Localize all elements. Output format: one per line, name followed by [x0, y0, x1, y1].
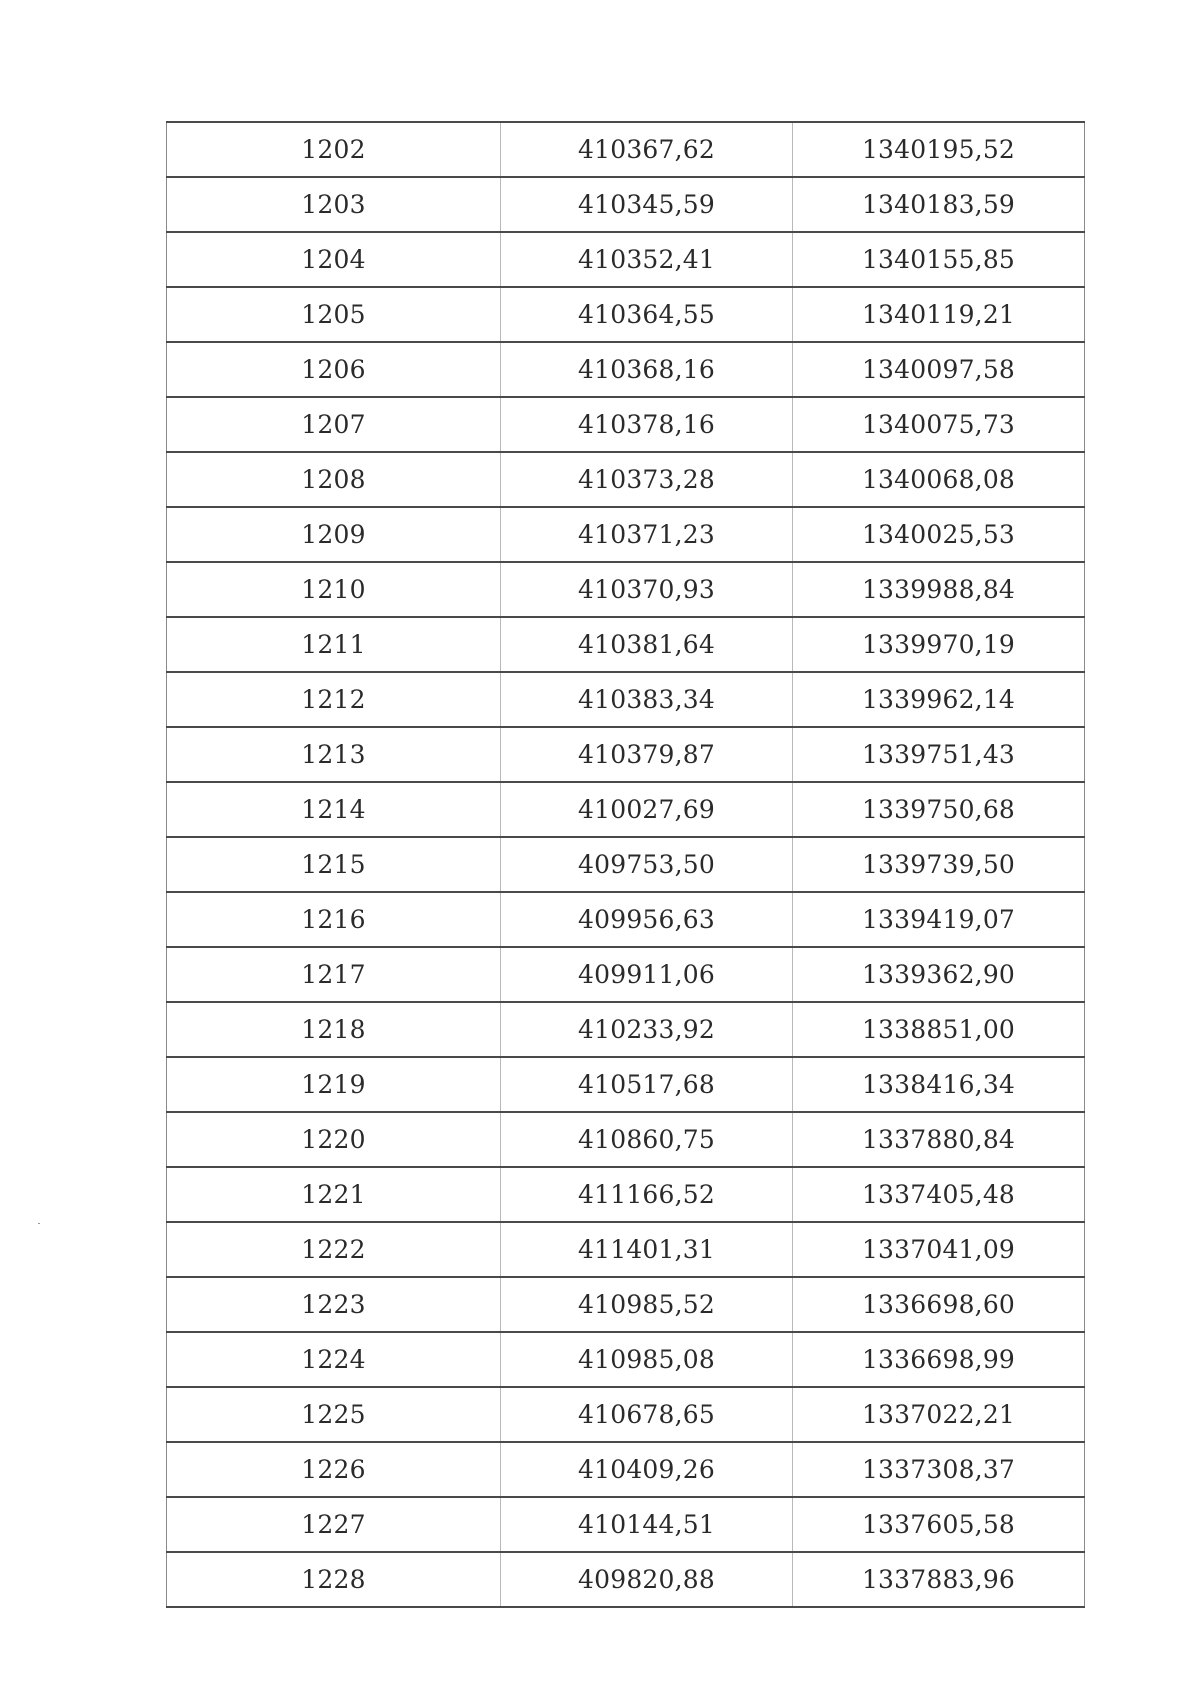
y-coordinate-cell: 1338416,34 [793, 1057, 1085, 1112]
table-row [167, 122, 1085, 177]
y-coordinate-cell: 1337041,09 [793, 1222, 1085, 1277]
table-row [167, 507, 1085, 562]
x-coordinate-cell: 410367,62 [501, 122, 793, 177]
y-coordinate-cell: 1339750,68 [793, 782, 1085, 837]
x-coordinate-cell: 410985,52 [501, 1277, 793, 1332]
table-row [167, 1497, 1085, 1552]
x-coordinate-cell: 410383,34 [501, 672, 793, 727]
x-coordinate-cell: 410027,69 [501, 782, 793, 837]
x-coordinate-cell: 409911,06 [501, 947, 793, 1002]
y-coordinate-cell: 1337405,48 [793, 1167, 1085, 1222]
point-number-cell: 1220 [167, 1112, 501, 1167]
point-number-cell: 1218 [167, 1002, 501, 1057]
point-number-cell: 1204 [167, 232, 501, 287]
point-number-cell: 1224 [167, 1332, 501, 1387]
x-coordinate-cell: 410233,92 [501, 1002, 793, 1057]
table-row [167, 1112, 1085, 1167]
point-number-cell: 1222 [167, 1222, 501, 1277]
coordinates-table-body [167, 122, 1085, 1607]
coordinates-table [166, 121, 1085, 1608]
point-number-cell: 1223 [167, 1277, 501, 1332]
point-number-cell: 1208 [167, 452, 501, 507]
y-coordinate-cell: 1339419,07 [793, 892, 1085, 947]
x-coordinate-cell: 410368,16 [501, 342, 793, 397]
y-coordinate-cell: 1340195,52 [793, 122, 1085, 177]
table-row [167, 562, 1085, 617]
y-coordinate-cell: 1340025,53 [793, 507, 1085, 562]
x-coordinate-cell: 410985,08 [501, 1332, 793, 1387]
point-number-cell: 1203 [167, 177, 501, 232]
table-row [167, 177, 1085, 232]
x-coordinate-cell: 410370,93 [501, 562, 793, 617]
point-number-cell: 1219 [167, 1057, 501, 1112]
x-coordinate-cell: 410345,59 [501, 177, 793, 232]
point-number-cell: 1206 [167, 342, 501, 397]
y-coordinate-cell: 1340097,58 [793, 342, 1085, 397]
x-coordinate-cell: 410379,87 [501, 727, 793, 782]
y-coordinate-cell: 1336698,99 [793, 1332, 1085, 1387]
x-coordinate-cell: 409820,88 [501, 1552, 793, 1607]
point-number-cell: 1228 [167, 1552, 501, 1607]
y-coordinate-cell: 1340075,73 [793, 397, 1085, 452]
x-coordinate-cell: 411401,31 [501, 1222, 793, 1277]
table-row [167, 1442, 1085, 1497]
y-coordinate-cell: 1340155,85 [793, 232, 1085, 287]
point-number-cell: 1221 [167, 1167, 501, 1222]
x-coordinate-cell: 409956,63 [501, 892, 793, 947]
point-number-cell: 1217 [167, 947, 501, 1002]
x-coordinate-cell: 410352,41 [501, 232, 793, 287]
point-number-cell: 1227 [167, 1497, 501, 1552]
y-coordinate-cell: 1337308,37 [793, 1442, 1085, 1497]
table-row [167, 947, 1085, 1002]
x-coordinate-cell: 410378,16 [501, 397, 793, 452]
table-row [167, 1332, 1085, 1387]
y-coordinate-cell: 1337022,21 [793, 1387, 1085, 1442]
table-row [167, 1277, 1085, 1332]
table-row [167, 287, 1085, 342]
table-row [167, 1002, 1085, 1057]
x-coordinate-cell: 411166,52 [501, 1167, 793, 1222]
x-coordinate-cell: 409753,50 [501, 837, 793, 892]
x-coordinate-cell: 410373,28 [501, 452, 793, 507]
y-coordinate-cell: 1339970,19 [793, 617, 1085, 672]
y-coordinate-cell: 1340183,59 [793, 177, 1085, 232]
x-coordinate-cell: 410144,51 [501, 1497, 793, 1552]
x-coordinate-cell: 410371,23 [501, 507, 793, 562]
table-row [167, 1552, 1085, 1607]
table-row [167, 727, 1085, 782]
table-row [167, 1222, 1085, 1277]
y-coordinate-cell: 1338851,00 [793, 1002, 1085, 1057]
y-coordinate-cell: 1339751,43 [793, 727, 1085, 782]
point-number-cell: 1209 [167, 507, 501, 562]
point-number-cell: 1215 [167, 837, 501, 892]
point-number-cell: 1205 [167, 287, 501, 342]
table-row [167, 782, 1085, 837]
y-coordinate-cell: 1339988,84 [793, 562, 1085, 617]
point-number-cell: 1213 [167, 727, 501, 782]
table-row [167, 397, 1085, 452]
y-coordinate-cell: 1336698,60 [793, 1277, 1085, 1332]
x-coordinate-cell: 410409,26 [501, 1442, 793, 1497]
point-number-cell: 1212 [167, 672, 501, 727]
y-coordinate-cell: 1337880,84 [793, 1112, 1085, 1167]
y-coordinate-cell: 1340119,21 [793, 287, 1085, 342]
table-row [167, 617, 1085, 672]
y-coordinate-cell: 1337605,58 [793, 1497, 1085, 1552]
table-row [167, 1057, 1085, 1112]
x-coordinate-cell: 410517,68 [501, 1057, 793, 1112]
point-number-cell: 1226 [167, 1442, 501, 1497]
y-coordinate-cell: 1339362,90 [793, 947, 1085, 1002]
point-number-cell: 1202 [167, 122, 501, 177]
table-row [167, 1167, 1085, 1222]
table-row [167, 837, 1085, 892]
scan-artifact-mark [38, 1223, 40, 1224]
table-row [167, 232, 1085, 287]
x-coordinate-cell: 410860,75 [501, 1112, 793, 1167]
table-row [167, 892, 1085, 947]
point-number-cell: 1216 [167, 892, 501, 947]
point-number-cell: 1214 [167, 782, 501, 837]
x-coordinate-cell: 410678,65 [501, 1387, 793, 1442]
table-row [167, 1387, 1085, 1442]
point-number-cell: 1210 [167, 562, 501, 617]
y-coordinate-cell: 1337883,96 [793, 1552, 1085, 1607]
point-number-cell: 1211 [167, 617, 501, 672]
y-coordinate-cell: 1340068,08 [793, 452, 1085, 507]
table-row [167, 452, 1085, 507]
x-coordinate-cell: 410381,64 [501, 617, 793, 672]
y-coordinate-cell: 1339962,14 [793, 672, 1085, 727]
x-coordinate-cell: 410364,55 [501, 287, 793, 342]
table-row [167, 342, 1085, 397]
point-number-cell: 1225 [167, 1387, 501, 1442]
y-coordinate-cell: 1339739,50 [793, 837, 1085, 892]
table-row [167, 672, 1085, 727]
point-number-cell: 1207 [167, 397, 501, 452]
